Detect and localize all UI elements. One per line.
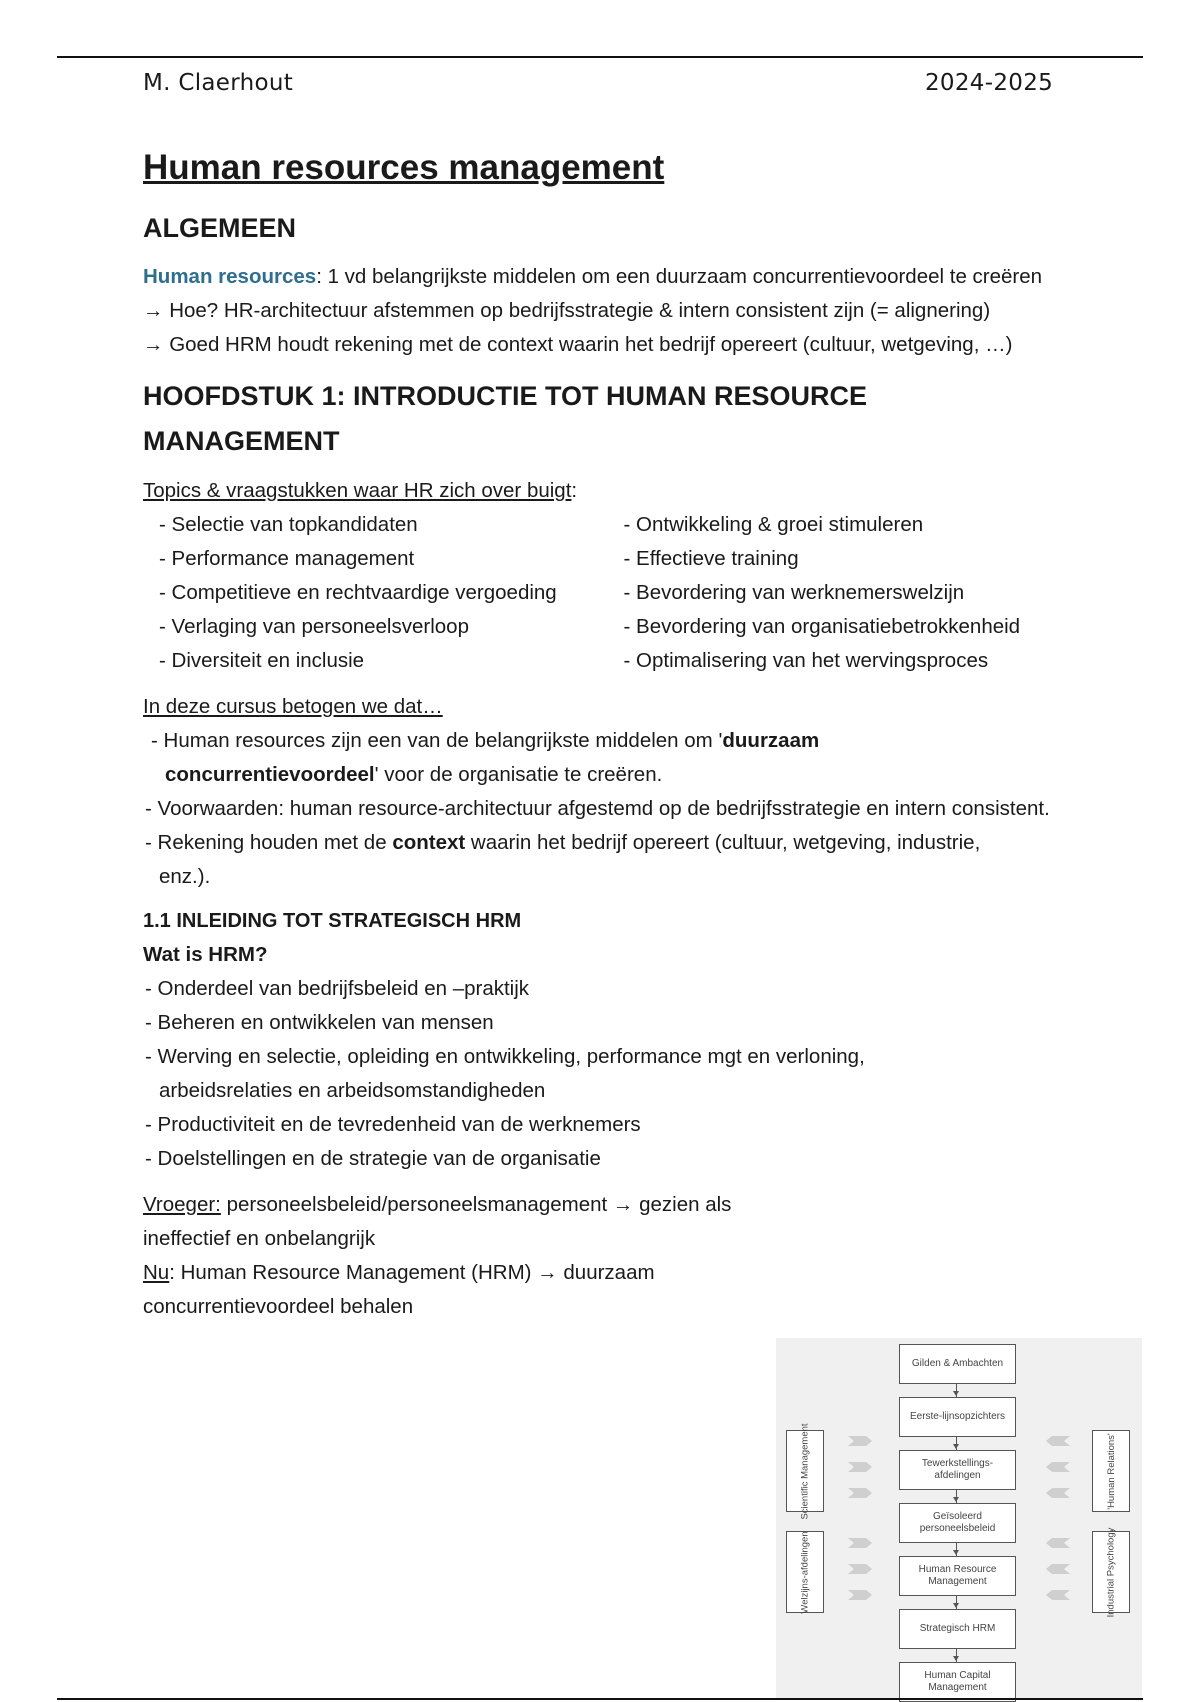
definition-paragraph bbox=[143, 260, 1043, 294]
chevron-right-icon bbox=[848, 1538, 872, 1548]
list-item: - Ontwikkeling & groei stimuleren bbox=[623, 513, 924, 536]
page-title: Human resources management bbox=[143, 148, 665, 187]
arrow-point-2: → Goed HRM houdt rekening met de context waarin het bedrijf opereert (cultuur, wetgeving, …) bbox=[143, 333, 1013, 356]
course-label: In deze cursus betogen we dat… bbox=[143, 695, 443, 718]
topics-columns bbox=[143, 508, 1083, 678]
list-item: - Optimalisering van het wervingsproces bbox=[623, 649, 989, 672]
list-item: - Competitieve en rechtvaardige vergoeding bbox=[159, 581, 557, 604]
chevron-right-icon bbox=[848, 1436, 872, 1446]
chevron-left-icon bbox=[1046, 1538, 1070, 1548]
heading-chapter-1: HOOFDSTUK 1: INTRODUCTIE TOT HUMAN RESOURCE MANAGEMENT bbox=[143, 381, 868, 456]
list-item: - Performance management bbox=[159, 547, 415, 570]
definition-text: : 1 vd belangrijkste middelen om een duurzaam concurrentievoordeel te creëren bbox=[316, 265, 1043, 288]
diagram-chevrons bbox=[776, 1338, 1142, 1700]
list-item: - Effectieve training bbox=[623, 547, 799, 570]
diagram-box-eerstelijns: Eerste-lijnsopzichters bbox=[899, 1397, 1016, 1437]
course-point-1: - Human resources zijn een van de belangrijkste middelen om 'duurzaam concurrentievoordeel' voor de organisatie te creëren. bbox=[151, 729, 820, 786]
list-item: - Werving en selectie, opleiding en ontwikkeling, performance mgt en verloning, arbeidsrelaties en arbeidsomstandigheden bbox=[145, 1045, 865, 1102]
chevron-right-icon bbox=[848, 1564, 872, 1574]
diagram-right-box-2: Industrial Psychology bbox=[1092, 1531, 1130, 1613]
list-item: - Bevordering van werknemerswelzijn bbox=[623, 581, 965, 604]
header-year: 2024-2025 bbox=[925, 70, 1054, 96]
list-item: - Bevordering van organisatiebetrokkenheid bbox=[623, 615, 1021, 638]
question-heading: Wat is HRM? bbox=[143, 943, 268, 966]
topics-left-list bbox=[143, 508, 624, 678]
chevron-right-icon bbox=[848, 1462, 872, 1472]
diagram-box-strategisch: Strategisch HRM bbox=[899, 1609, 1016, 1649]
arrow-point-1: → Hoe? HR-architectuur afstemmen op bedrijfsstrategie & intern consistent zijn (= alignering) bbox=[143, 299, 991, 322]
arrow-down-icon bbox=[953, 1550, 959, 1555]
hrm-list bbox=[143, 972, 1083, 1176]
vroeger-paragraph: Vroeger: personeelsbeleid/personeelsmanagement → gezien als ineffectief en onbelangrijk bbox=[143, 1193, 732, 1250]
topics-right-list bbox=[624, 508, 1084, 678]
diagram-left-box-1: Scientific Management bbox=[786, 1430, 824, 1512]
diagram-left-box-2: Welzijns-afdelingen bbox=[786, 1531, 824, 1613]
arrow-down-icon bbox=[953, 1444, 959, 1449]
section-1-1-heading: 1.1 INLEIDING TOT STRATEGISCH HRM bbox=[143, 910, 522, 932]
heading-algemeen: ALGEMEEN bbox=[143, 213, 297, 243]
header-author: M. Claerhout bbox=[143, 70, 294, 96]
diagram-box-tewerkstelling: Tewerkstellings-afdelingen bbox=[899, 1450, 1016, 1490]
document-body bbox=[143, 140, 1083, 1324]
chevron-left-icon bbox=[1046, 1462, 1070, 1472]
list-item: - Selectie van topkandidaten bbox=[159, 513, 418, 536]
chevron-right-icon bbox=[848, 1590, 872, 1600]
arrow-down-icon bbox=[953, 1497, 959, 1502]
diagram-right-box-1: 'Human Relations' bbox=[1092, 1430, 1130, 1512]
top-rule bbox=[57, 56, 1143, 58]
diagram-box-gilden: Gilden & Ambachten bbox=[899, 1344, 1016, 1384]
list-item: - Diversiteit en inclusie bbox=[159, 649, 365, 672]
list-item: - Productiviteit en de tevredenheid van de werknemers bbox=[145, 1113, 641, 1136]
list-item: - Doelstellingen en de strategie van de organisatie bbox=[145, 1147, 601, 1170]
arrow-down-icon bbox=[953, 1656, 959, 1661]
course-point-2: - Voorwaarden: human resource-architectuur afgestemd op de bedrijfsstrategie en intern consistent. bbox=[145, 797, 1050, 820]
diagram-box-human-capital: Human Capital Management bbox=[899, 1662, 1016, 1702]
chevron-left-icon bbox=[1046, 1590, 1070, 1600]
term-human-resources: Human resources bbox=[143, 265, 317, 288]
chevron-left-icon bbox=[1046, 1436, 1070, 1446]
diagram-box-geisoleerd: Geïsoleerd personeelsbeleid bbox=[899, 1503, 1016, 1543]
nu-paragraph: Nu: Human Resource Management (HRM) → duurzaam concurrentievoordeel behalen bbox=[143, 1261, 655, 1318]
topics-label: Topics & vraagstukken waar HR zich over buigt: bbox=[143, 479, 578, 502]
hrm-evolution-diagram bbox=[776, 1338, 1142, 1700]
course-point-3: - Rekening houden met de context waarin het bedrijf opereert (cultuur, wetgeving, industrie, enz.). bbox=[145, 831, 981, 888]
diagram-box-hrm: Human Resource Management bbox=[899, 1556, 1016, 1596]
list-item: - Verlaging van personeelsverloop bbox=[159, 615, 469, 638]
chevron-right-icon bbox=[848, 1488, 872, 1498]
chevron-left-icon bbox=[1046, 1564, 1070, 1574]
list-item: - Onderdeel van bedrijfsbeleid en –praktijk bbox=[145, 977, 530, 1000]
chevron-left-icon bbox=[1046, 1488, 1070, 1498]
list-item: - Beheren en ontwikkelen van mensen bbox=[145, 1011, 494, 1034]
arrow-down-icon bbox=[953, 1391, 959, 1396]
arrow-down-icon bbox=[953, 1603, 959, 1608]
